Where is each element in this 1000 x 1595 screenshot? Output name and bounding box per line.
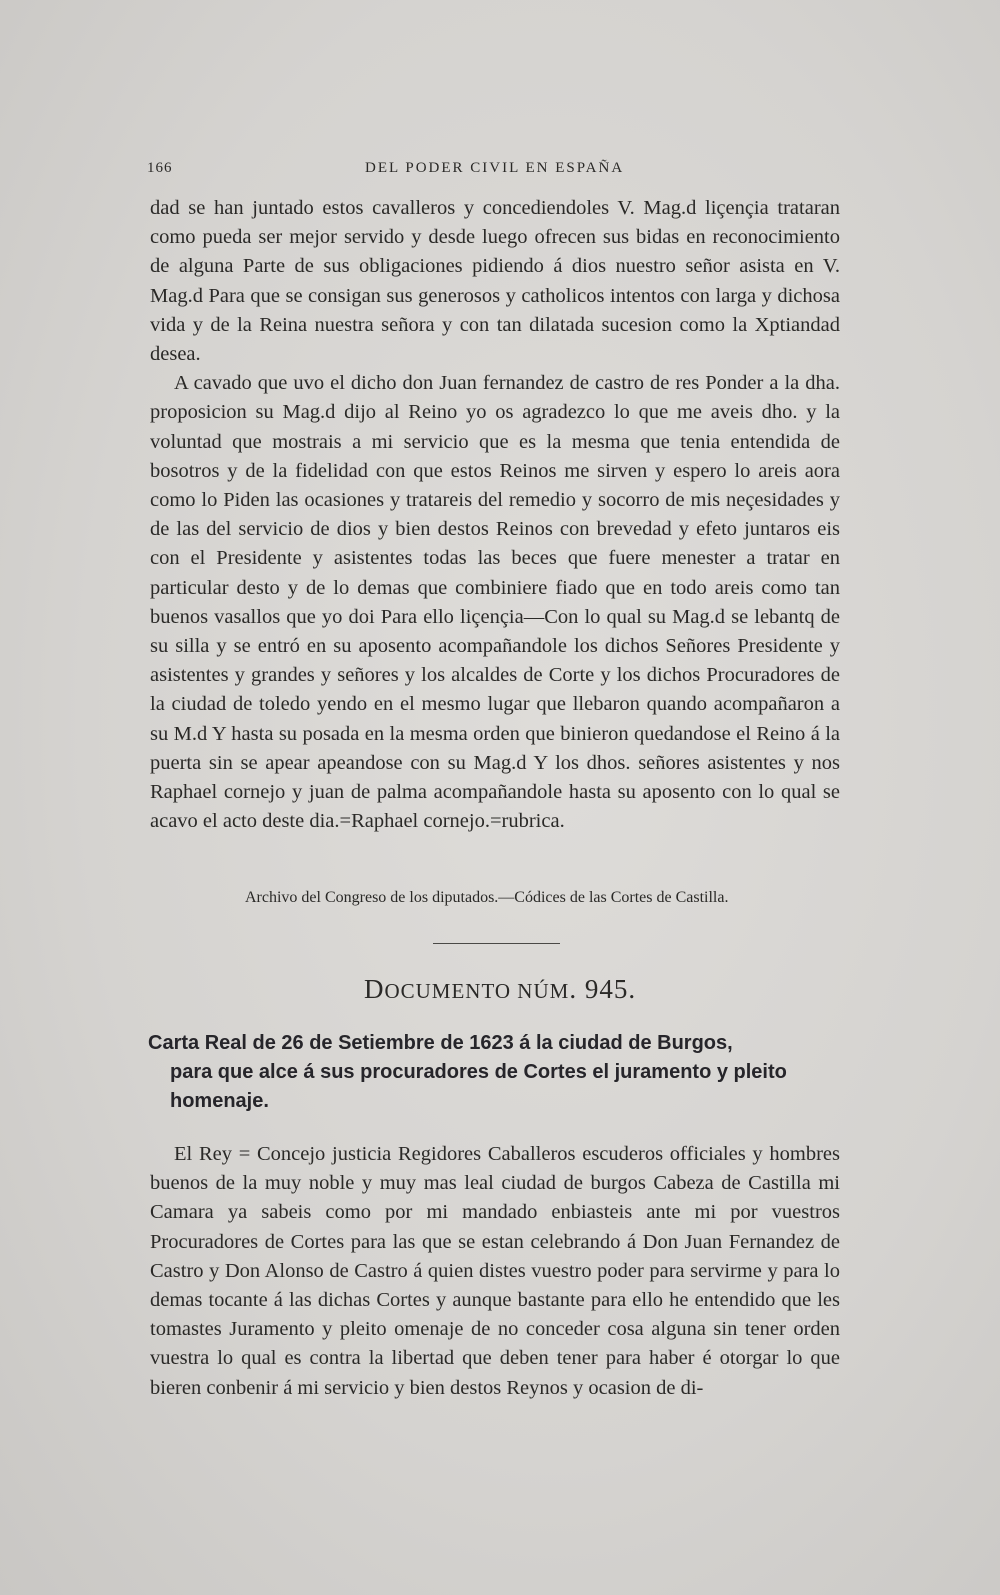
- summary-continuation: para que alce á sus procuradores de Cortes el juramento y pleito homenaje.: [170, 1061, 787, 1112]
- paragraph: dad se han juntado estos cavalleros y concediendoles V. Mag.d liçençia trataran como pueda ser mejor servido y desde luego ofrecen sus bidas en reconocimiento de alguna Parte de sus obligaciones pidiendo á dios nuestro señor asista en V. Mag.d Para que se consigan sus generosos y catholicos intentos con larga y dichosa vida y de la Reina nuestra señora y con tan dilatada sucesion como la Xptiandad desea.: [150, 197, 840, 366]
- document-summary: [148, 1029, 843, 1116]
- running-title: DEL PODER CIVIL EN ESPAÑA: [365, 160, 625, 176]
- document-heading: [0, 974, 1000, 1005]
- document-text: [150, 1140, 840, 1403]
- source-citation: Archivo del Congreso de los diputados.—Códices de las Cortes de Castilla.: [245, 889, 729, 906]
- document-heading-smallcaps: OCUMENTO NÚM: [384, 979, 570, 1003]
- continued-text: [150, 194, 840, 836]
- paragraph: El Rey = Concejo justicia Regidores Caballeros escuderos officiales y hombres buenos de la muy noble y muy mas leal ciudad de burgos Cabeza de Castilla mi Camara ya sabeis como por mi mandado enbiasteis ante mi por vuestros Procuradores de Cortes para las que se estan celebrando á Don Juan Fernandez de Castro y Don Alonso de Castro á quien distes vuestro poder para servirme y para lo demas tocante á las dichas Cortes y aunque bastante para ello he entendido que les tomastes Juramento y pleito omenaje de no conceder cosa alguna sin tener orden vuestra lo qual es contra la libertad que deben tener para haber é otorgar lo que bieren conbenir á mi servicio y bien destos Reynos y ocasion de di-: [150, 1143, 840, 1399]
- page-number: 166: [147, 160, 173, 176]
- section-divider: [433, 943, 560, 944]
- document-heading-number: . 945.: [569, 974, 637, 1004]
- page-header: [147, 160, 847, 184]
- paragraph: A cavado que uvo el dicho don Juan fernandez de castro de res Ponder a la dha. proposicion su Mag.d dijo al Reino yo os agradezco lo que me aveis dho. y la voluntad que mostrais a mi servicio que es la mesma que tenia entendida de bosotros y de la fidelidad con que estos Reinos me sirven y espero lo areis aora como lo Piden las ocasiones y tratareis del remedio y socorro de mis neçesidades y de las del servicio de dios y bien destos Reinos con brevedad y efeto juntaros eis con el Presidente y asistentes todas las beces que fuere menester a tratar en particular desto y de lo demas que combiniere fiado que en todo areis como tan buenos vasallos que yo doi Para ello liçençia—Con lo qual su Mag.d se lebantq de su silla y se entró en su aposento acompañandole los dichos Señores Presidente y asistentes y grandes y señores y los alcaldes de Corte y los dichos Procuradores de la ciudad de toledo yendo en el mesmo lugar que llebaron quando acompañaron a su M.d Y hasta su posada en la mesma orden que binieron quedandose el Reino á la puerta sin se apear apeandose con su Mag.d Y los dhos. señores asistentes y nos Raphael cornejo y juan de palma acompañandole hasta su aposento con lo qual se acavo el acto deste dia.=Raphael cornejo.=rubrica.: [150, 372, 840, 833]
- summary-line: Carta Real de 26 de Setiembre de 1623 á la ciudad de Burgos,: [148, 1032, 733, 1054]
- document-heading-initial: D: [363, 974, 385, 1004]
